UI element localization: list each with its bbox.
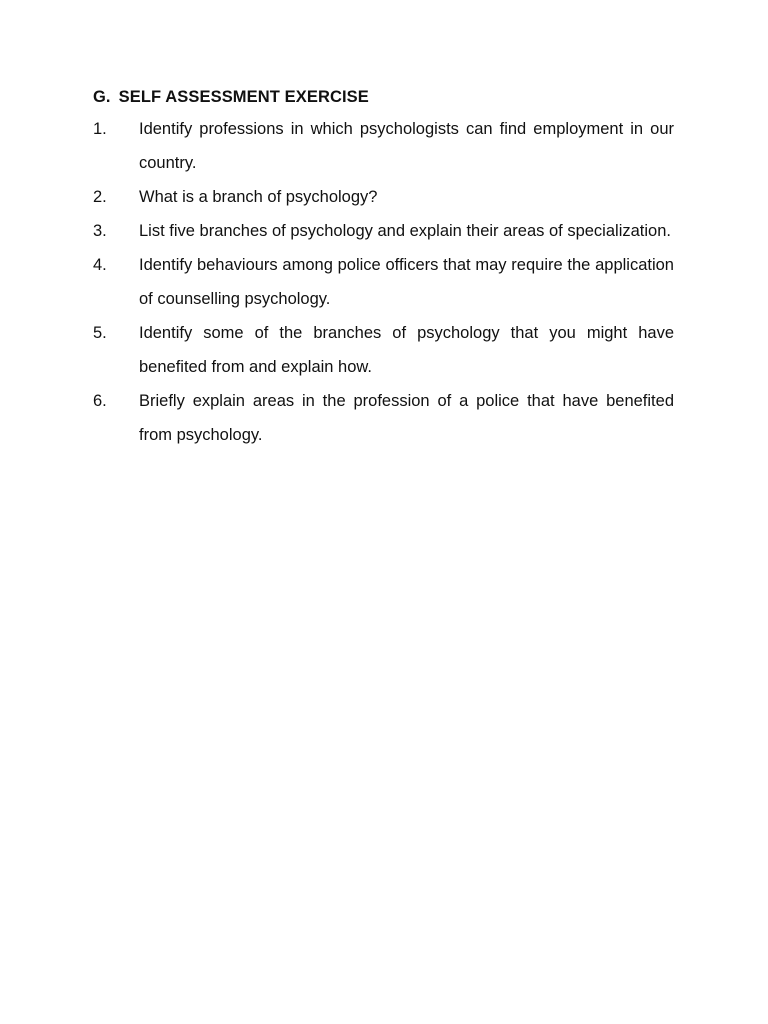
section-title: SELF ASSESSMENT EXERCISE <box>118 88 369 106</box>
item-number: 1. <box>93 120 107 138</box>
section-letter: G. <box>93 88 111 106</box>
item-number: 4. <box>93 256 107 274</box>
exercise-item-5 <box>93 316 674 384</box>
item-number: 3. <box>93 222 107 240</box>
item-text: List five branches of psychology and explain their areas of specialization. <box>139 222 671 240</box>
item-text: What is a branch of psychology? <box>139 188 378 206</box>
item-text: Identify some of the branches of psychology that you might have benefited from and explain how. <box>139 324 674 376</box>
item-text: Briefly explain areas in the profession of a police that have benefited from psychology. <box>139 392 674 444</box>
section-heading <box>93 88 369 107</box>
item-number: 2. <box>93 188 107 206</box>
exercise-item-2 <box>93 180 674 214</box>
exercise-item-3 <box>93 214 674 248</box>
exercise-item-4 <box>93 248 674 316</box>
item-number: 5. <box>93 324 107 342</box>
item-text: Identify professions in which psychologists can find employment in our country. <box>139 120 674 172</box>
exercise-item-6 <box>93 384 674 452</box>
item-number: 6. <box>93 392 107 410</box>
exercise-item-1 <box>93 112 674 180</box>
item-text: Identify behaviours among police officers that may require the application of counselling psychology. <box>139 256 674 308</box>
exercise-list <box>93 112 674 452</box>
